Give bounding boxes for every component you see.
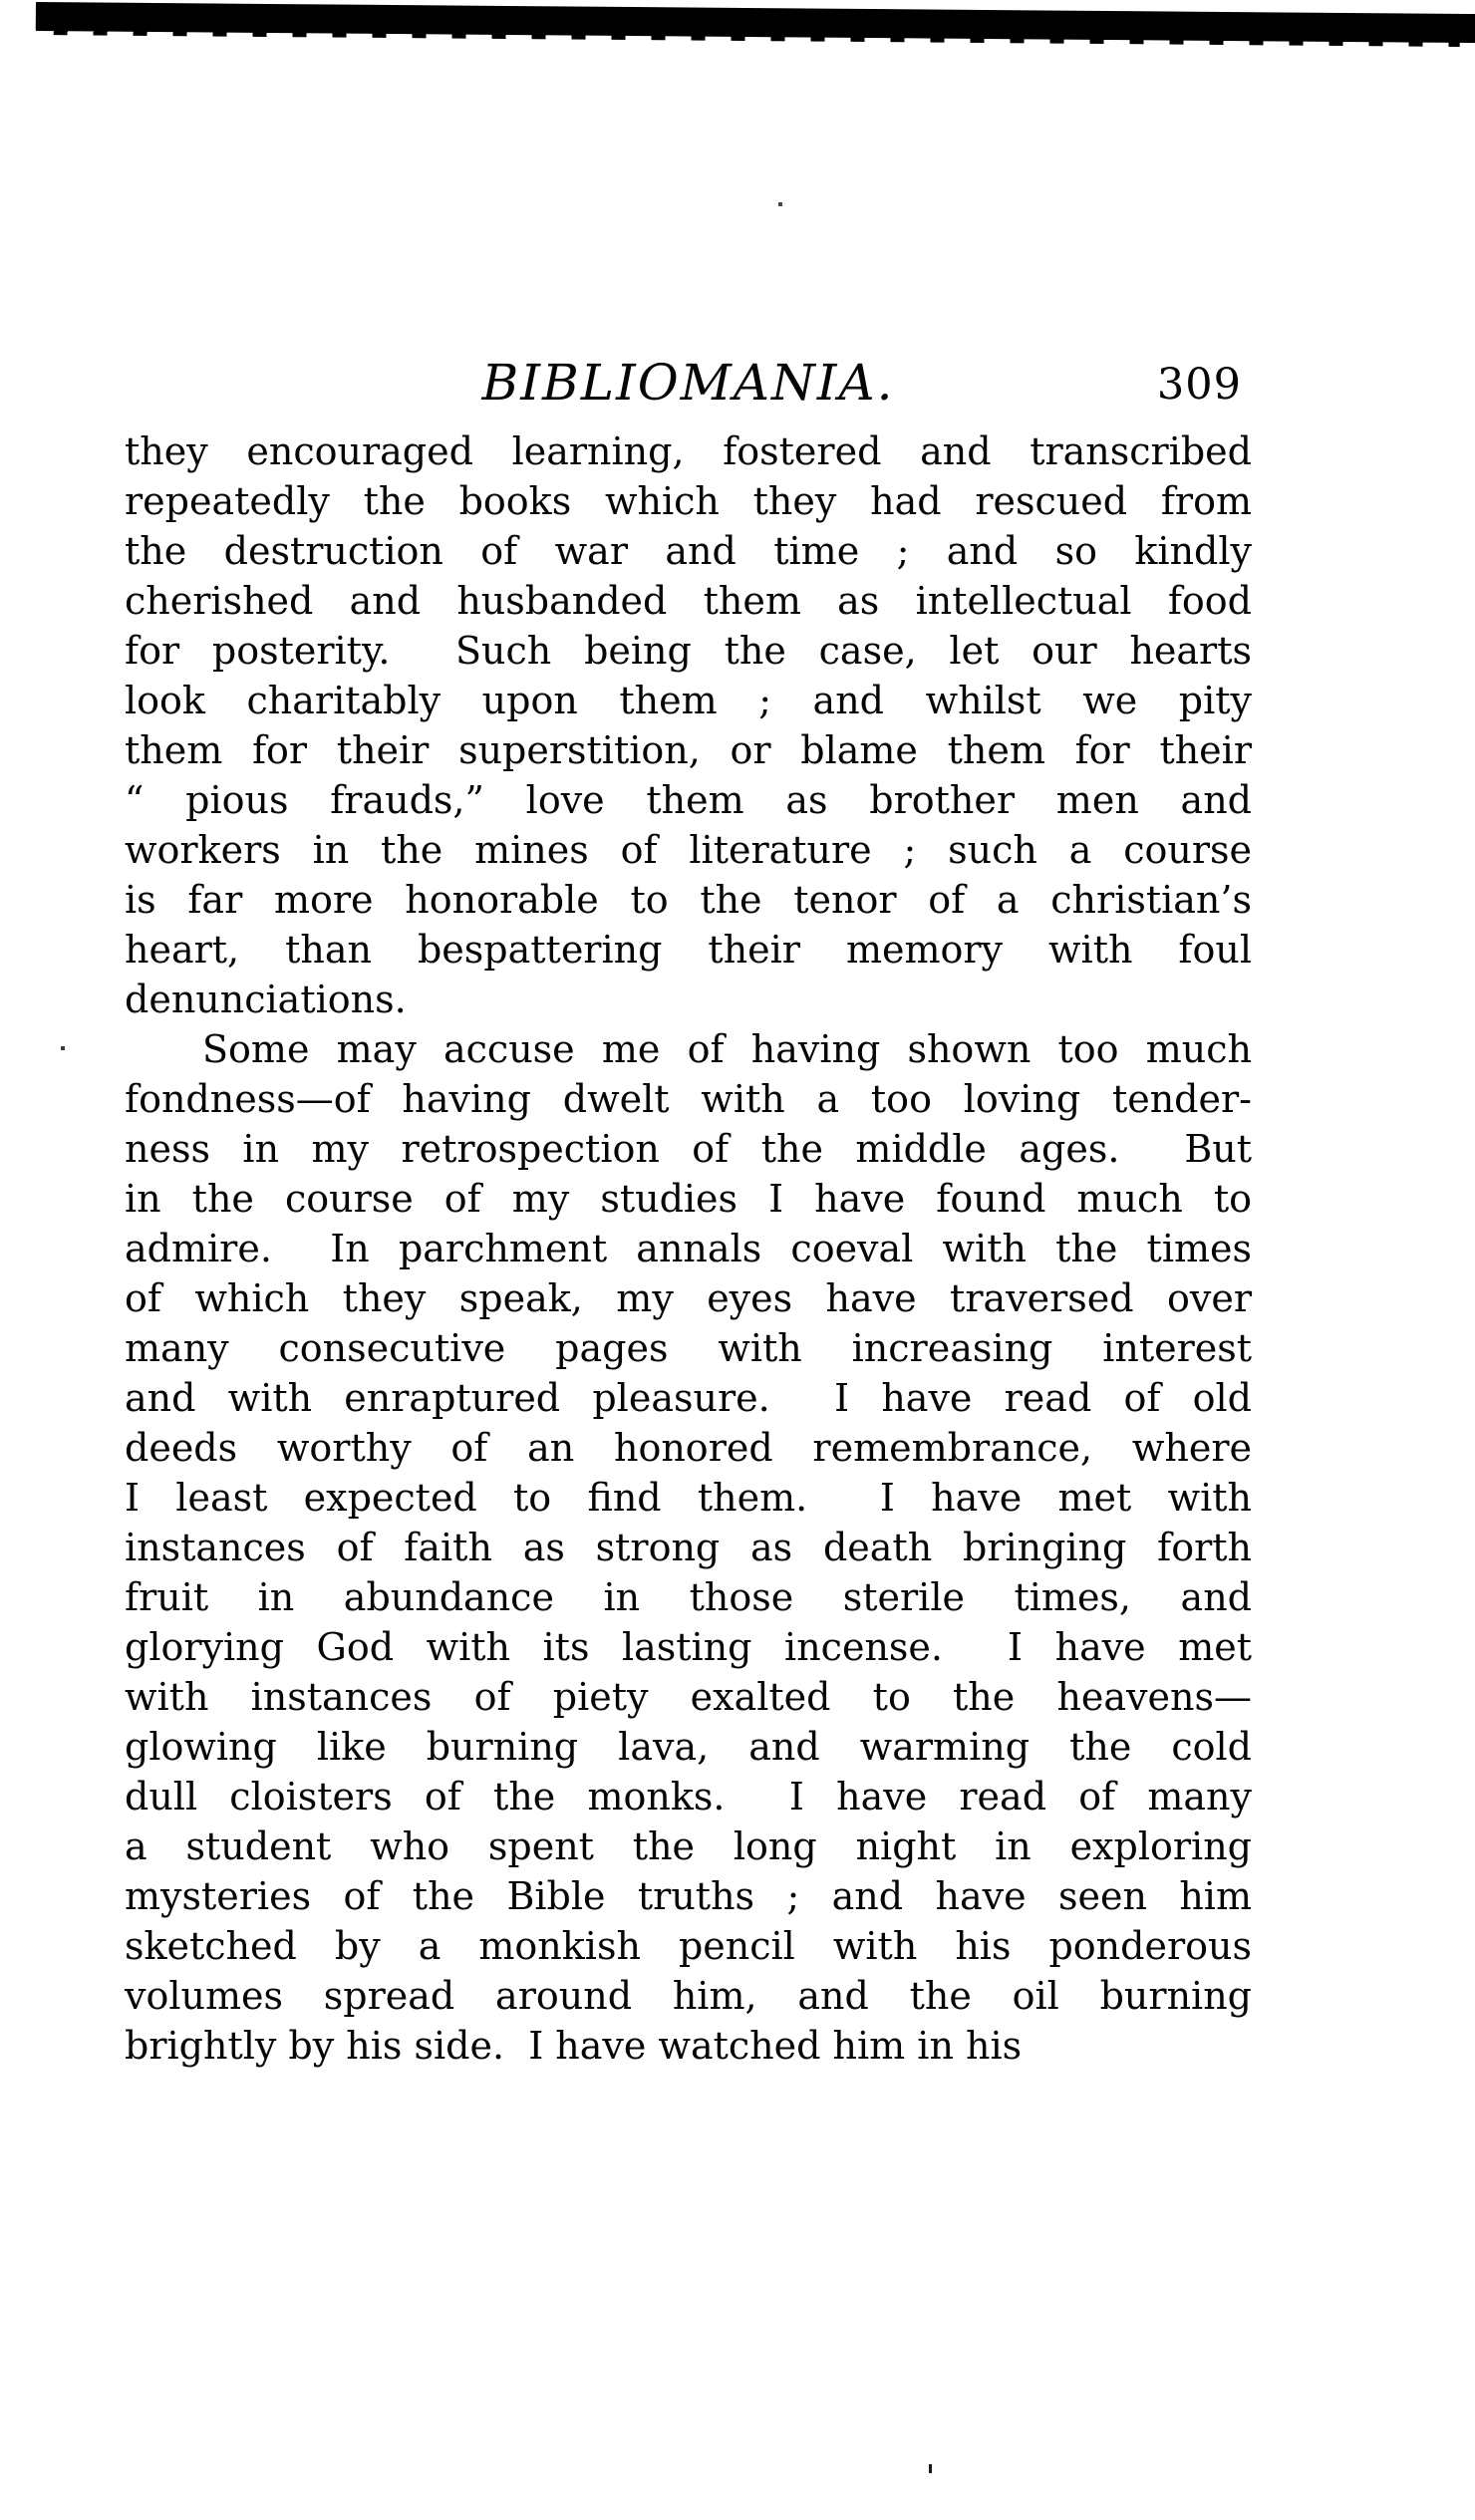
text-line: admire. In parchment annals coeval with the times [125,1227,1252,1270]
text-line: repeatedly the books which they had rescued from [125,479,1252,523]
text-line: is far more honorable to the tenor of a christian’s [125,878,1252,922]
body-text [125,426,1252,2071]
text-line: heart, than bespattering their memory with foul [125,928,1252,972]
running-title: BIBLIOMANIA. [481,354,895,412]
text-line: with instances of piety exalted to the heavens— [125,1675,1252,1719]
text-line: and with enraptured pleasure. I have read of old [125,1376,1252,1420]
page-number: 309 [1156,360,1242,410]
text-line: the destruction of war and time ; and so kindly [125,529,1252,573]
scan-speck [61,1046,65,1050]
text-line: them for their superstition, or blame them for their [125,728,1252,772]
text-line: workers in the mines of literature ; such a course [125,828,1252,872]
text-line: sketched by a monkish pencil with his ponderous [125,1924,1252,1968]
text-line: brightly by his side. I have watched him in his [125,2024,1023,2068]
text-line: glorying God with its lasting incense. I have met [125,1625,1252,1669]
text-line: glowing like burning lava, and warming the cold [125,1725,1252,1769]
text-line: dull cloisters of the monks. I have read of many [125,1775,1252,1819]
text-line: they encouraged learning, fostered and transcribed [125,429,1252,473]
text-line: ness in my retrospection of the middle ages. But [125,1127,1252,1171]
text-line: look charitably upon them ; and whilst we pity [125,679,1252,722]
text-line: volumes spread around him, and the oil burning [125,1974,1252,2018]
text-line: Some may accuse me of having shown too much [202,1027,1252,1071]
text-line: for posterity. Such being the case, let our hearts [125,629,1252,673]
text-line: cherished and husbanded them as intellectual food [125,579,1252,623]
text-line: I least expected to find them. I have met with [125,1476,1252,1520]
text-line: of which they speak, my eyes have traversed over [125,1276,1252,1320]
text-line: fondness—of having dwelt with a too loving tender- [125,1077,1252,1121]
text-line: many consecutive pages with increasing interest [125,1326,1252,1370]
text-line: fruit in abundance in those sterile times, and [125,1575,1252,1619]
text-line: denunciations. [125,978,407,1021]
text-line: “ pious frauds,” love them as brother men and [125,778,1252,822]
scan-artifact-top-bar [36,2,1475,43]
scan-speck [778,202,782,206]
text-line: instances of faith as strong as death bringing forth [125,1526,1252,1569]
text-line: deeds worthy of an honored remembrance, where [125,1426,1252,1470]
page-header [125,351,1252,415]
text-line: mysteries of the Bible truths ; and have seen him [125,1874,1252,1918]
scan-speck [929,2464,932,2473]
text-line: in the course of my studies I have found much to [125,1177,1252,1221]
text-line: a student who spent the long night in exploring [125,1824,1252,1868]
